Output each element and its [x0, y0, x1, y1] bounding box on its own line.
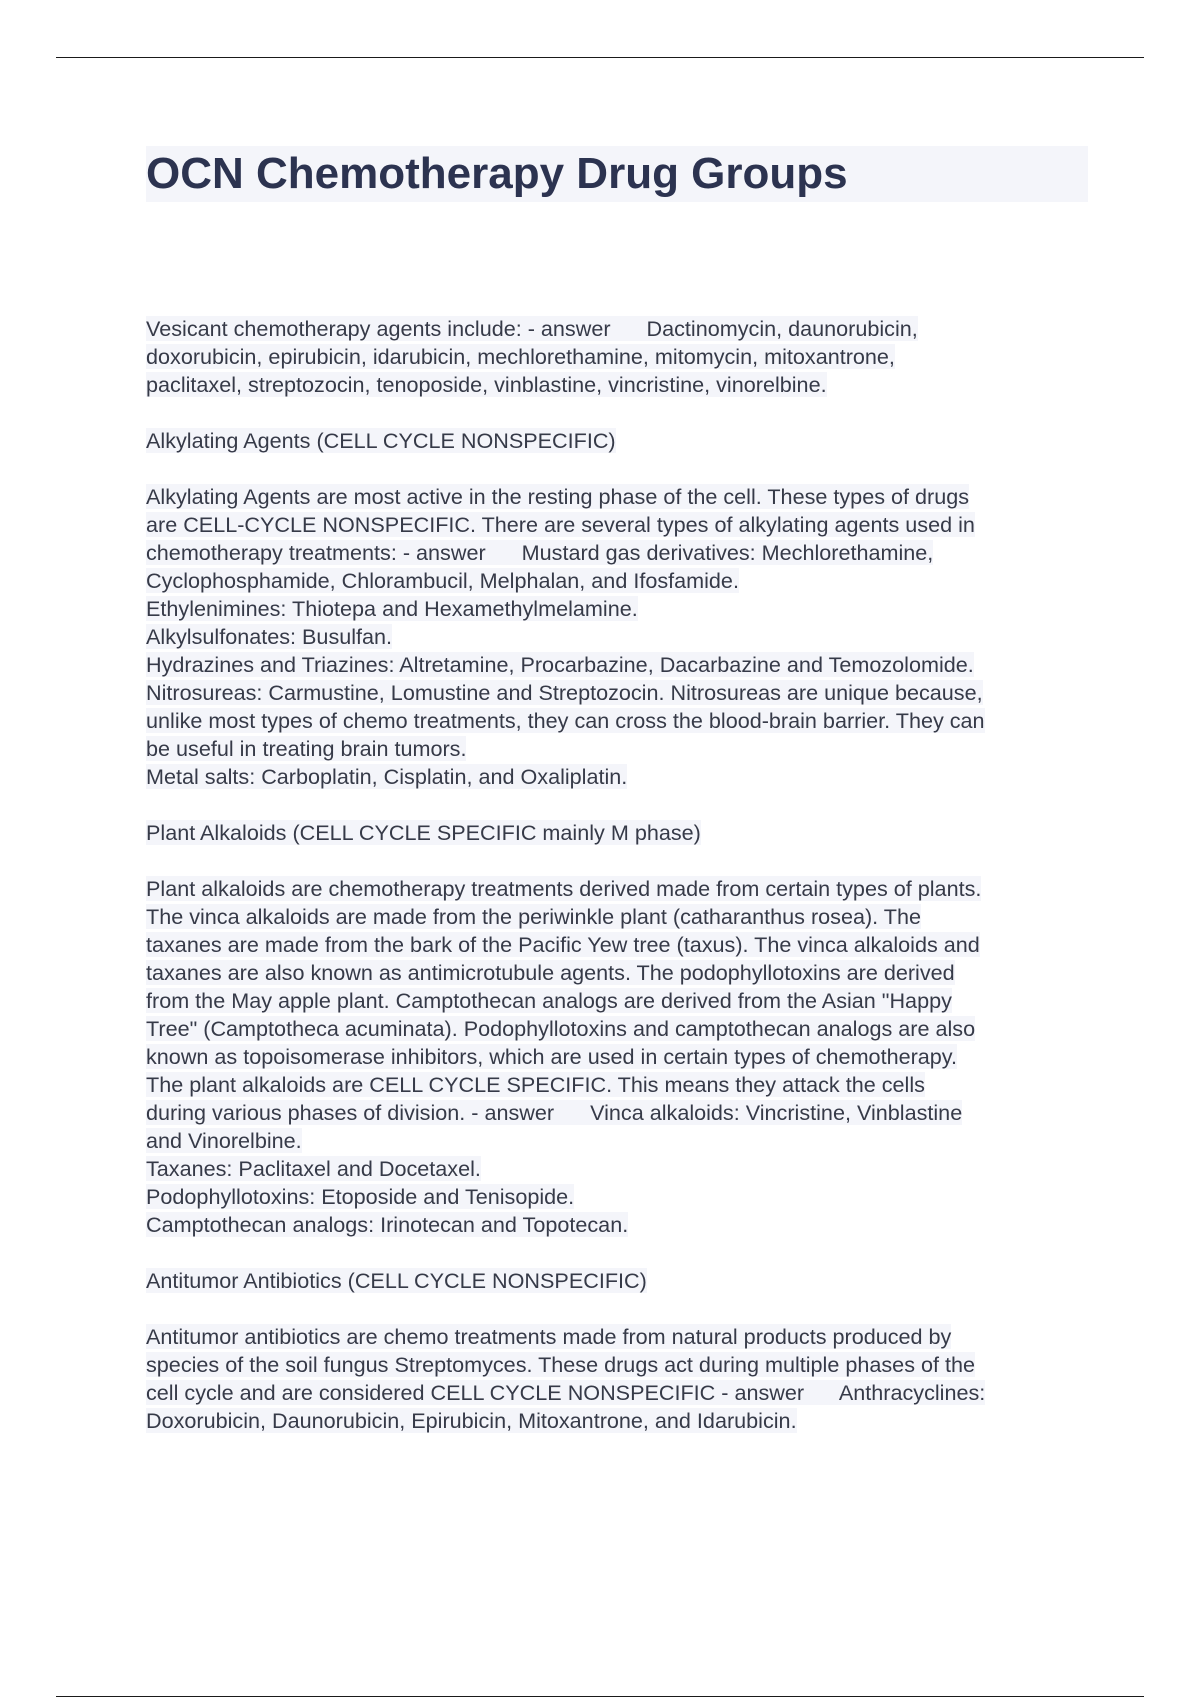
- paragraph-gap: [146, 455, 1088, 483]
- text-line-content: Alkylating Agents are most active in the resting phase of the cell. These types of drugs: [146, 484, 970, 509]
- text-line-content: Ethylenimines: Thiotepa and Hexamethylmelamine.: [146, 596, 638, 621]
- text-line-content: species of the soil fungus Streptomyces. These drugs act during multiple phases of the: [146, 1352, 976, 1377]
- text-line: [146, 1155, 1088, 1183]
- bottom-rule: [56, 1696, 1144, 1697]
- text-line: [146, 1099, 1088, 1127]
- text-line-content: from the May apple plant. Camptothecan analogs are derived from the Asian "Happy: [146, 988, 952, 1013]
- top-rule: [56, 57, 1144, 58]
- text-line: [146, 1407, 1088, 1435]
- text-line-content: Camptothecan analogs: Irinotecan and Topotecan.: [146, 1212, 629, 1237]
- text-line-content: Doxorubicin, Daunorubicin, Epirubicin, Mitoxantrone, and Idarubicin.: [146, 1408, 797, 1433]
- paragraph-gap: [146, 1295, 1088, 1323]
- text-line-content: Nitrosureas: Carmustine, Lomustine and Streptozocin. Nitrosureas are unique because,: [146, 680, 983, 705]
- text-line: [146, 707, 1088, 735]
- text-line: [146, 959, 1088, 987]
- text-line: [146, 567, 1088, 595]
- document-title: OCN Chemotherapy Drug Groups: [146, 146, 1088, 202]
- text-line: [146, 651, 1088, 679]
- paragraph-gap: [146, 791, 1088, 819]
- text-line-content: Alkylating Agents (CELL CYCLE NONSPECIFIC): [146, 428, 616, 453]
- text-line: [146, 1071, 1088, 1099]
- document-content: [146, 146, 1088, 1435]
- text-line: [146, 1323, 1088, 1351]
- text-line-content: Vesicant chemotherapy agents include: - answer Dactinomycin, daunorubicin,: [146, 316, 918, 341]
- paragraph-gap: [146, 847, 1088, 875]
- text-line-content: be useful in treating brain tumors.: [146, 736, 467, 761]
- text-line-content: The plant alkaloids are CELL CYCLE SPECIFIC. This means they attack the cells: [146, 1072, 925, 1097]
- document-body: [146, 315, 1088, 1435]
- text-line: [146, 483, 1088, 511]
- text-line: [146, 987, 1088, 1015]
- text-line-content: Antitumor antibiotics are chemo treatments made from natural products produced by: [146, 1324, 952, 1349]
- text-line: [146, 1015, 1088, 1043]
- text-line-content: are CELL-CYCLE NONSPECIFIC. There are several types of alkylating agents used in: [146, 512, 975, 537]
- text-line-content: known as topoisomerase inhibitors, which are used in certain types of chemotherapy.: [146, 1044, 957, 1069]
- text-line-content: Metal salts: Carboplatin, Cisplatin, and Oxaliplatin.: [146, 764, 628, 789]
- text-line: [146, 595, 1088, 623]
- text-line-content: Plant Alkaloids (CELL CYCLE SPECIFIC mainly M phase): [146, 820, 701, 845]
- text-line: [146, 875, 1088, 903]
- text-line-content: Podophyllotoxins: Etoposide and Tenisopide.: [146, 1184, 575, 1209]
- text-line: [146, 931, 1088, 959]
- text-line-content: Antitumor Antibiotics (CELL CYCLE NONSPECIFIC): [146, 1268, 647, 1293]
- text-line-content: Alkylsulfonates: Busulfan.: [146, 624, 393, 649]
- text-line: [146, 679, 1088, 707]
- text-line-content: Cyclophosphamide, Chlorambucil, Melphalan, and Ifosfamide.: [146, 568, 739, 593]
- text-line: [146, 1043, 1088, 1071]
- text-line: [146, 1211, 1088, 1239]
- text-line: [146, 1183, 1088, 1211]
- text-line: [146, 623, 1088, 651]
- text-line-content: and Vinorelbine.: [146, 1128, 302, 1153]
- text-line: [146, 735, 1088, 763]
- text-line: [146, 427, 1088, 455]
- text-line: [146, 763, 1088, 791]
- text-line: [146, 903, 1088, 931]
- paragraph-gap: [146, 1239, 1088, 1267]
- text-line-content: cell cycle and are considered CELL CYCLE NONSPECIFIC - answer Anthracyclines:: [146, 1380, 986, 1405]
- text-line-content: unlike most types of chemo treatments, they can cross the blood-brain barrier. They can: [146, 708, 985, 733]
- text-line: [146, 1267, 1088, 1295]
- text-line: [146, 1379, 1088, 1407]
- text-line-content: paclitaxel, streptozocin, tenoposide, vinblastine, vincristine, vinorelbine.: [146, 372, 827, 397]
- text-line: [146, 371, 1088, 399]
- paragraph-gap: [146, 399, 1088, 427]
- text-line-content: taxanes are also known as antimicrotubule agents. The podophyllotoxins are derived: [146, 960, 955, 985]
- text-line: [146, 315, 1088, 343]
- text-line-content: Taxanes: Paclitaxel and Docetaxel.: [146, 1156, 481, 1181]
- text-line-content: Hydrazines and Triazines: Altretamine, Procarbazine, Dacarbazine and Temozolomide.: [146, 652, 974, 677]
- text-line: [146, 1351, 1088, 1379]
- text-line: [146, 343, 1088, 371]
- text-line: [146, 511, 1088, 539]
- text-line: [146, 819, 1088, 847]
- text-line-content: Plant alkaloids are chemotherapy treatments derived made from certain types of plants.: [146, 876, 982, 901]
- text-line-content: chemotherapy treatments: - answer Mustard gas derivatives: Mechlorethamine,: [146, 540, 934, 565]
- text-line-content: taxanes are made from the bark of the Pacific Yew tree (taxus). The vinca alkaloids and: [146, 932, 980, 957]
- text-line: [146, 539, 1088, 567]
- text-line-content: doxorubicin, epirubicin, idarubicin, mechlorethamine, mitomycin, mitoxantrone,: [146, 344, 895, 369]
- text-line-content: Tree" (Camptotheca acuminata). Podophyllotoxins and camptothecan analogs are also: [146, 1016, 976, 1041]
- text-line-content: The vinca alkaloids are made from the periwinkle plant (catharanthus rosea). The: [146, 904, 921, 929]
- text-line-content: during various phases of division. - answer Vinca alkaloids: Vincristine, Vinblastine: [146, 1100, 963, 1125]
- text-line: [146, 1127, 1088, 1155]
